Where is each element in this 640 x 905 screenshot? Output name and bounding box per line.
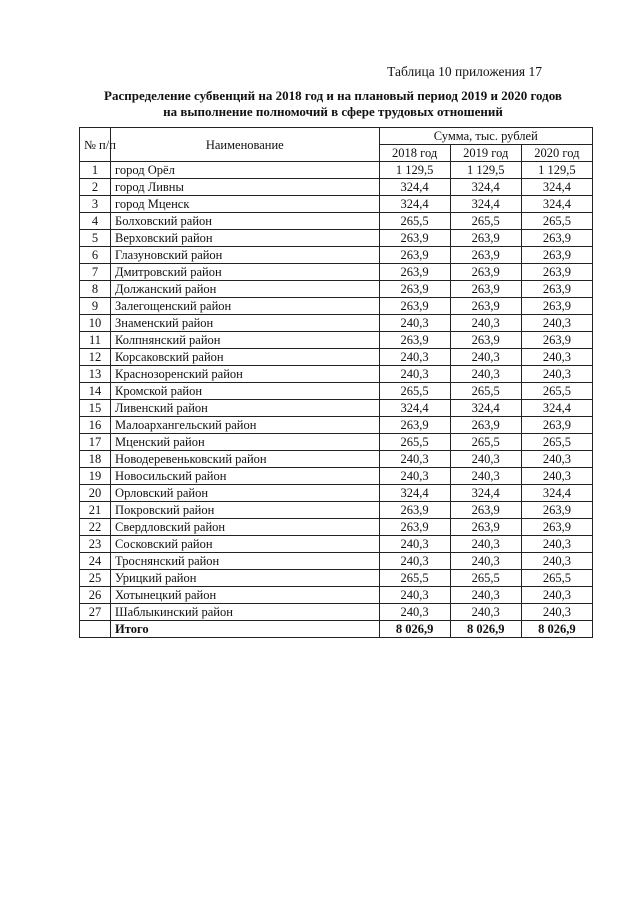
row-value-2020: 240,3 <box>521 349 592 366</box>
row-value-2018: 265,5 <box>379 383 450 400</box>
row-num: 8 <box>80 281 111 298</box>
row-value-2020: 263,9 <box>521 502 592 519</box>
total-num <box>80 621 111 638</box>
row-value-2020: 240,3 <box>521 366 592 383</box>
title-line-2: на выполнение полномочий в сфере трудовых отношений <box>163 104 503 119</box>
row-num: 16 <box>80 417 111 434</box>
row-value-2019: 263,9 <box>450 417 521 434</box>
row-value-2019: 263,9 <box>450 298 521 315</box>
row-value-2019: 265,5 <box>450 213 521 230</box>
row-value-2019: 263,9 <box>450 519 521 536</box>
row-name: Орловский район <box>111 485 380 502</box>
header-name: Наименование <box>111 128 380 162</box>
row-name: Новодеревеньковский район <box>111 451 380 468</box>
document-title <box>78 88 588 120</box>
row-value-2019: 324,4 <box>450 485 521 502</box>
table-body <box>80 162 593 621</box>
row-value-2018: 265,5 <box>379 213 450 230</box>
row-num: 2 <box>80 179 111 196</box>
row-value-2018: 263,9 <box>379 281 450 298</box>
table-row <box>80 400 593 417</box>
table-row <box>80 196 593 213</box>
row-name: Покровский район <box>111 502 380 519</box>
table-row <box>80 213 593 230</box>
row-name: Дмитровский район <box>111 264 380 281</box>
row-value-2020: 240,3 <box>521 536 592 553</box>
row-name: Знаменский район <box>111 315 380 332</box>
table-row <box>80 468 593 485</box>
table-row <box>80 485 593 502</box>
row-value-2019: 263,9 <box>450 502 521 519</box>
table-row <box>80 451 593 468</box>
row-value-2019: 240,3 <box>450 349 521 366</box>
header-year-2020: 2020 год <box>521 145 592 162</box>
table-row <box>80 332 593 349</box>
row-name: Малоархангельский район <box>111 417 380 434</box>
row-num: 19 <box>80 468 111 485</box>
row-value-2020: 263,9 <box>521 519 592 536</box>
table-row <box>80 519 593 536</box>
title-line-1: Распределение субвенций на 2018 год и на плановый период 2019 и 2020 годов <box>104 88 562 103</box>
row-value-2018: 263,9 <box>379 298 450 315</box>
row-value-2018: 240,3 <box>379 451 450 468</box>
row-value-2019: 240,3 <box>450 366 521 383</box>
table-row <box>80 502 593 519</box>
table-row <box>80 230 593 247</box>
row-value-2020: 1 129,5 <box>521 162 592 179</box>
row-value-2020: 263,9 <box>521 247 592 264</box>
row-value-2019: 265,5 <box>450 383 521 400</box>
row-num: 26 <box>80 587 111 604</box>
row-name: Краснозоренский район <box>111 366 380 383</box>
row-value-2020: 263,9 <box>521 332 592 349</box>
row-value-2019: 324,4 <box>450 400 521 417</box>
row-num: 25 <box>80 570 111 587</box>
row-num: 27 <box>80 604 111 621</box>
row-num: 13 <box>80 366 111 383</box>
row-name: Колпнянский район <box>111 332 380 349</box>
row-value-2019: 240,3 <box>450 536 521 553</box>
row-value-2019: 1 129,5 <box>450 162 521 179</box>
row-value-2018: 240,3 <box>379 315 450 332</box>
row-value-2018: 1 129,5 <box>379 162 450 179</box>
row-num: 18 <box>80 451 111 468</box>
row-name: Хотынецкий район <box>111 587 380 604</box>
total-label: Итого <box>111 621 380 638</box>
table-row <box>80 264 593 281</box>
row-num: 11 <box>80 332 111 349</box>
row-num: 4 <box>80 213 111 230</box>
table-row <box>80 587 593 604</box>
row-value-2019: 263,9 <box>450 230 521 247</box>
total-row <box>80 621 593 638</box>
table-row <box>80 417 593 434</box>
row-value-2020: 263,9 <box>521 298 592 315</box>
header-year-2019: 2019 год <box>450 145 521 162</box>
row-value-2018: 240,3 <box>379 587 450 604</box>
table-row <box>80 162 593 179</box>
row-value-2018: 324,4 <box>379 196 450 213</box>
row-name: Новосильский район <box>111 468 380 485</box>
row-value-2018: 324,4 <box>379 485 450 502</box>
table-row <box>80 247 593 264</box>
row-name: Должанский район <box>111 281 380 298</box>
row-name: Сосковский район <box>111 536 380 553</box>
row-value-2019: 265,5 <box>450 434 521 451</box>
row-value-2018: 240,3 <box>379 468 450 485</box>
row-num: 10 <box>80 315 111 332</box>
row-num: 15 <box>80 400 111 417</box>
table-row <box>80 604 593 621</box>
row-num: 24 <box>80 553 111 570</box>
row-value-2019: 240,3 <box>450 604 521 621</box>
row-value-2020: 324,4 <box>521 179 592 196</box>
row-num: 12 <box>80 349 111 366</box>
table-row <box>80 570 593 587</box>
row-num: 6 <box>80 247 111 264</box>
table-row <box>80 298 593 315</box>
row-value-2018: 240,3 <box>379 536 450 553</box>
row-value-2018: 240,3 <box>379 349 450 366</box>
row-name: Свердловский район <box>111 519 380 536</box>
table-row <box>80 349 593 366</box>
row-value-2018: 240,3 <box>379 604 450 621</box>
row-name: Троснянский район <box>111 553 380 570</box>
row-name: Ливенский район <box>111 400 380 417</box>
table-caption: Таблица 10 приложения 17 <box>387 64 542 79</box>
row-value-2019: 324,4 <box>450 196 521 213</box>
row-num: 5 <box>80 230 111 247</box>
row-value-2020: 265,5 <box>521 570 592 587</box>
row-value-2019: 240,3 <box>450 553 521 570</box>
header-sum: Сумма, тыс. рублей <box>379 128 592 145</box>
row-num: 23 <box>80 536 111 553</box>
row-value-2020: 240,3 <box>521 587 592 604</box>
row-value-2019: 263,9 <box>450 247 521 264</box>
total-2019: 8 026,9 <box>450 621 521 638</box>
table-row <box>80 366 593 383</box>
row-num: 7 <box>80 264 111 281</box>
row-value-2020: 263,9 <box>521 230 592 247</box>
row-value-2018: 263,9 <box>379 230 450 247</box>
row-name: Шаблыкинский район <box>111 604 380 621</box>
row-value-2018: 324,4 <box>379 179 450 196</box>
row-value-2018: 240,3 <box>379 366 450 383</box>
row-value-2020: 324,4 <box>521 400 592 417</box>
table-row <box>80 315 593 332</box>
row-name: город Ливны <box>111 179 380 196</box>
row-value-2019: 240,3 <box>450 587 521 604</box>
header-year-2018: 2018 год <box>379 145 450 162</box>
row-value-2020: 263,9 <box>521 281 592 298</box>
row-value-2018: 265,5 <box>379 570 450 587</box>
row-num: 3 <box>80 196 111 213</box>
row-num: 20 <box>80 485 111 502</box>
row-value-2018: 265,5 <box>379 434 450 451</box>
row-value-2019: 265,5 <box>450 570 521 587</box>
row-name: Кромской район <box>111 383 380 400</box>
table-row <box>80 383 593 400</box>
row-value-2018: 263,9 <box>379 502 450 519</box>
row-value-2018: 263,9 <box>379 417 450 434</box>
row-num: 14 <box>80 383 111 400</box>
row-value-2020: 265,5 <box>521 383 592 400</box>
table-row <box>80 536 593 553</box>
row-name: Глазуновский район <box>111 247 380 264</box>
row-name: Корсаковский район <box>111 349 380 366</box>
row-value-2020: 265,5 <box>521 434 592 451</box>
row-value-2020: 324,4 <box>521 196 592 213</box>
row-name: Верховский район <box>111 230 380 247</box>
row-value-2019: 240,3 <box>450 451 521 468</box>
table-row <box>80 434 593 451</box>
row-value-2019: 240,3 <box>450 315 521 332</box>
table-row <box>80 179 593 196</box>
row-num: 1 <box>80 162 111 179</box>
row-value-2020: 263,9 <box>521 264 592 281</box>
subsidy-table <box>79 127 593 638</box>
row-name: Болховский район <box>111 213 380 230</box>
total-2020: 8 026,9 <box>521 621 592 638</box>
row-value-2019: 263,9 <box>450 281 521 298</box>
row-value-2019: 240,3 <box>450 468 521 485</box>
row-value-2020: 240,3 <box>521 468 592 485</box>
row-value-2019: 324,4 <box>450 179 521 196</box>
row-value-2020: 240,3 <box>521 604 592 621</box>
row-value-2020: 240,3 <box>521 315 592 332</box>
row-value-2020: 324,4 <box>521 485 592 502</box>
row-name: Залегощенский район <box>111 298 380 315</box>
row-name: Урицкий район <box>111 570 380 587</box>
row-value-2018: 240,3 <box>379 553 450 570</box>
row-value-2019: 263,9 <box>450 332 521 349</box>
row-num: 21 <box>80 502 111 519</box>
header-num: № п/п <box>80 128 111 162</box>
row-value-2019: 263,9 <box>450 264 521 281</box>
row-num: 9 <box>80 298 111 315</box>
table-row <box>80 553 593 570</box>
row-value-2020: 240,3 <box>521 553 592 570</box>
row-value-2018: 263,9 <box>379 519 450 536</box>
total-2018: 8 026,9 <box>379 621 450 638</box>
row-value-2020: 265,5 <box>521 213 592 230</box>
row-value-2018: 263,9 <box>379 264 450 281</box>
row-name: город Орёл <box>111 162 380 179</box>
row-value-2018: 324,4 <box>379 400 450 417</box>
row-name: город Мценск <box>111 196 380 213</box>
row-name: Мценский район <box>111 434 380 451</box>
row-value-2018: 263,9 <box>379 247 450 264</box>
row-value-2018: 263,9 <box>379 332 450 349</box>
row-num: 17 <box>80 434 111 451</box>
row-value-2020: 240,3 <box>521 451 592 468</box>
row-num: 22 <box>80 519 111 536</box>
row-value-2020: 263,9 <box>521 417 592 434</box>
table-row <box>80 281 593 298</box>
